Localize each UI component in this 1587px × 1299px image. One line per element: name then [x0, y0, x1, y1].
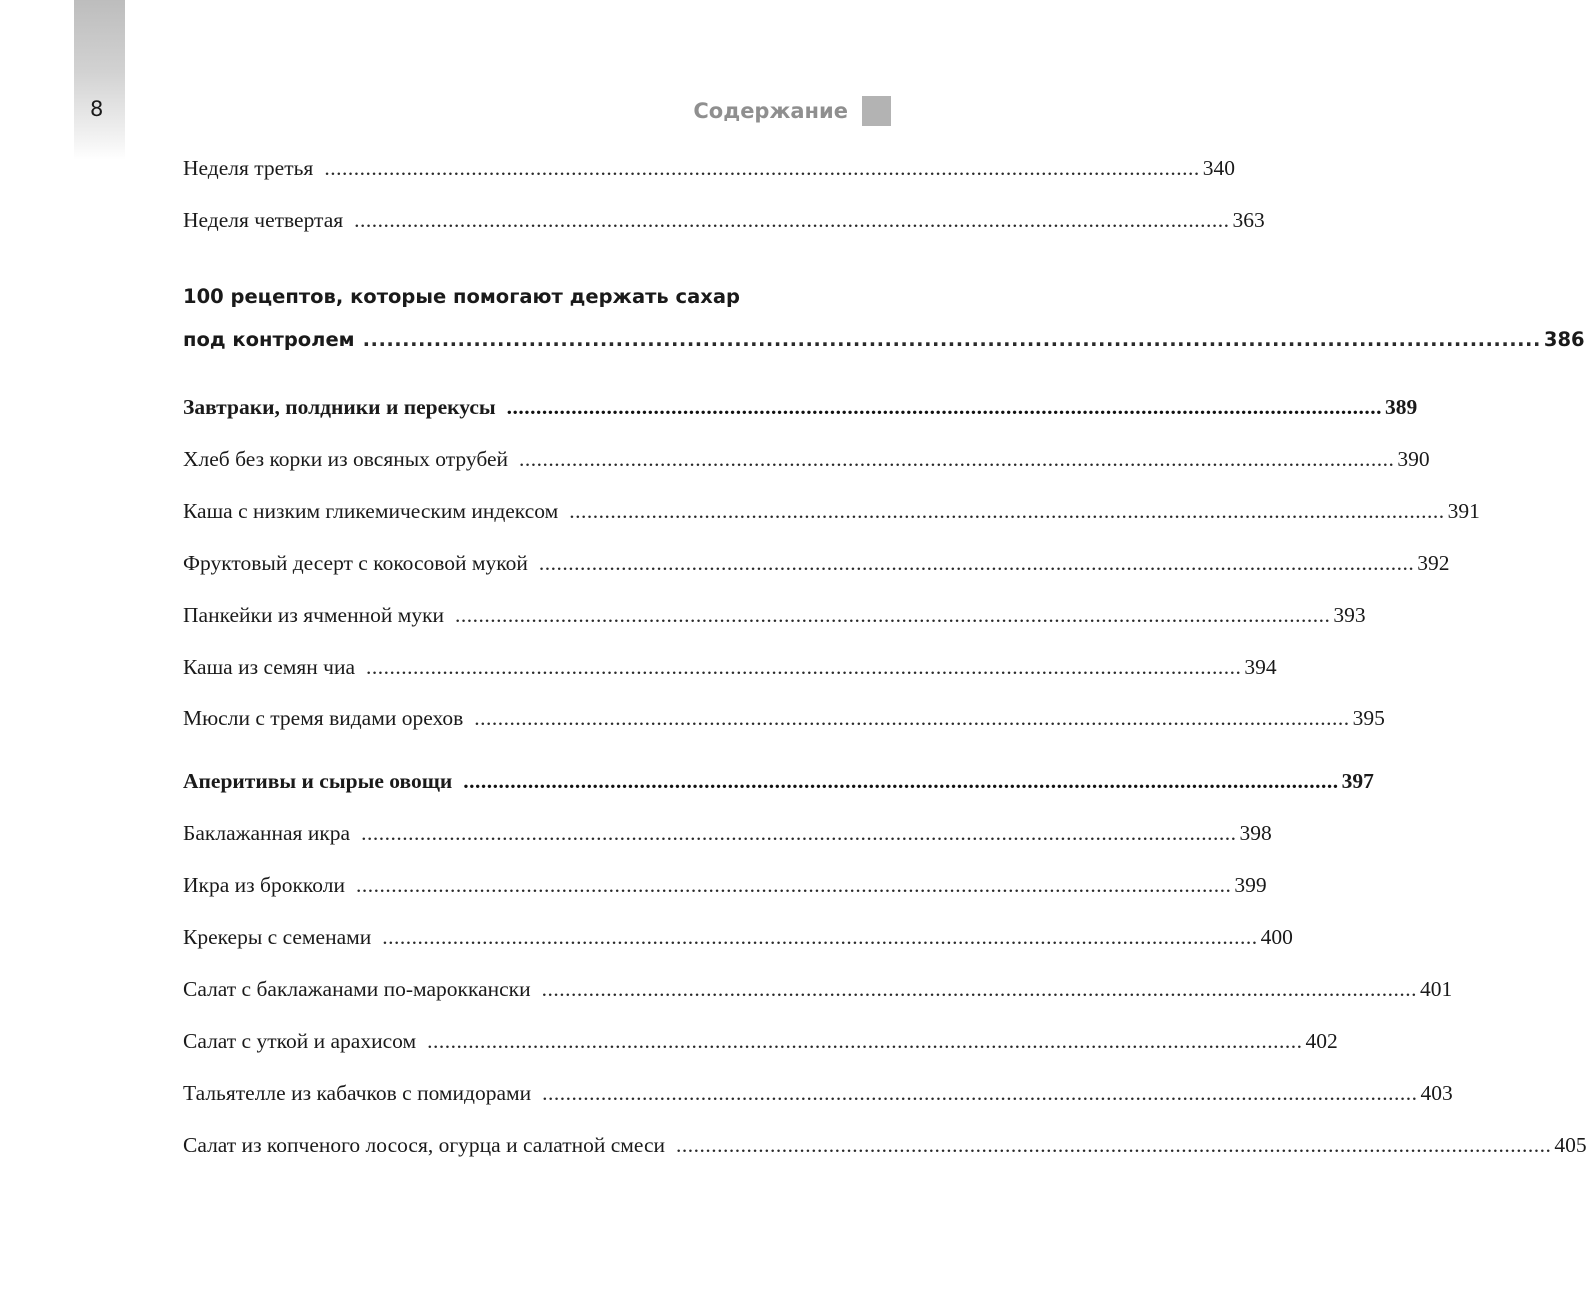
page-number: 8 [90, 97, 104, 121]
toc-entry-title: Неделя четвертая [183, 208, 344, 232]
toc-entry-page: 390 [1397, 447, 1430, 471]
toc-entry[interactable] [183, 974, 1453, 1004]
toc-entry-title: Каша с низким гликемическим индексом [183, 499, 559, 523]
page-edge-tab [74, 0, 125, 160]
toc-section-title: Аперитивы и сырые овощи [183, 769, 453, 793]
toc-section-entry[interactable] [183, 392, 1418, 422]
toc-entry-page: 395 [1352, 706, 1385, 730]
dot-leader: ..................................................................................................................................................... [361, 821, 1237, 845]
toc-entry-page: 397 [1341, 769, 1374, 793]
toc-entry-page: 392 [1417, 551, 1450, 575]
dot-leader: ..................................................................................................................................................... [474, 706, 1350, 730]
toc-entry[interactable] [183, 153, 1235, 183]
running-head: Содержание [693, 99, 848, 123]
toc-entry-page: 400 [1260, 925, 1293, 949]
toc-entry-page: 403 [1420, 1081, 1453, 1105]
toc-entry-page: 340 [1202, 156, 1235, 180]
toc-entry-title: Фруктовый десерт с кокосовой мукой [183, 551, 528, 575]
dot-leader: ..................................................................................................................................................... [506, 395, 1383, 419]
dot-leader: ..................................................................................................................................................... [427, 1029, 1303, 1053]
dot-leader: ..................................................................................................................................................... [366, 655, 1242, 679]
dot-leader: ..................................................................................................................................................... [455, 603, 1331, 627]
toc-entry[interactable] [183, 818, 1272, 848]
toc-entry-title: Хлеб без корки из овсяных отрубей [183, 447, 509, 471]
toc-chapter-title-line1[interactable]: 100 рецептов, которые помогают держать сахар [183, 285, 740, 308]
toc-entry-page: 386 [1543, 328, 1585, 351]
dot-leader: ..................................................................................................................................................... [542, 1081, 1418, 1105]
dot-leader: ..................................................................................................................................................... [354, 208, 1230, 232]
dot-leader: ..................................................................................................................................................... [382, 925, 1258, 949]
toc-entry-page: 401 [1420, 977, 1453, 1001]
dot-leader: ..................................................................................................................................................... [355, 873, 1232, 897]
toc-entry[interactable] [183, 1130, 1587, 1160]
dot-leader: ..................................................................................................................................................... [569, 499, 1445, 523]
toc-entry[interactable] [183, 870, 1267, 900]
toc-entry[interactable] [183, 703, 1385, 733]
dot-leader: ..................................................................................................................................................... [519, 447, 1395, 471]
toc-entry[interactable] [183, 600, 1366, 630]
dot-leader: ..................................................................................................................................................... [541, 977, 1418, 1001]
toc-entry-page: 405 [1554, 1133, 1587, 1157]
dot-leader: ..................................................................................................................................................... [324, 156, 1200, 180]
toc-entry-title: Тальятелле из кабачков с помидорами [183, 1081, 532, 1105]
toc-entry-title: Салат с уткой и арахисом [183, 1029, 417, 1053]
toc-entry-title: Панкейки из ячменной муки [183, 603, 445, 627]
toc-entry-title: Салат из копченого лосося, огурца и салатной смеси [183, 1133, 666, 1157]
toc-entry[interactable] [183, 205, 1265, 235]
toc-entry-page: 399 [1234, 873, 1267, 897]
toc-entry[interactable] [183, 548, 1450, 578]
toc-entry-title: Мюсли с тремя видами орехов [183, 706, 464, 730]
toc-entry-title: Крекеры с семенами [183, 925, 372, 949]
toc-chapter-entry[interactable] [183, 325, 1585, 355]
toc-entry-title: Неделя третья [183, 156, 314, 180]
toc-entry-title: Икра из брокколи [183, 873, 345, 897]
toc-entry-title: Салат с баклажанами по-мароккански [183, 977, 531, 1001]
toc-entry-page: 393 [1333, 603, 1366, 627]
dot-leader: ..................................................................................................................................................... [538, 551, 1415, 575]
toc-entry-page: 363 [1232, 208, 1265, 232]
toc-entry-title: Каша из семян чиа [183, 655, 356, 679]
toc-entry[interactable] [183, 1026, 1338, 1056]
toc-entry[interactable] [183, 1078, 1453, 1108]
dot-leader: ..................................................................................................................................................... [463, 769, 1339, 793]
dot-leader: ..................................................................................................................................................... [362, 328, 1541, 351]
toc-section-title: Завтраки, полдники и перекусы [183, 395, 496, 419]
toc-entry-page: 389 [1385, 395, 1418, 419]
running-head-marker [862, 96, 891, 126]
toc-entry-page: 398 [1239, 821, 1272, 845]
toc-entry-page: 402 [1305, 1029, 1338, 1053]
toc-entry[interactable] [183, 922, 1293, 952]
toc-entry-page: 394 [1244, 655, 1277, 679]
toc-entry[interactable] [183, 496, 1480, 526]
toc-section-entry[interactable] [183, 766, 1374, 796]
toc-entry-page: 391 [1447, 499, 1480, 523]
dot-leader: ..................................................................................................................................................... [676, 1133, 1552, 1157]
toc-chapter-title-line2: под контролем [183, 328, 355, 351]
toc-entry[interactable] [183, 444, 1430, 474]
toc-entry[interactable] [183, 652, 1277, 682]
toc-entry-title: Баклажанная икра [183, 821, 351, 845]
